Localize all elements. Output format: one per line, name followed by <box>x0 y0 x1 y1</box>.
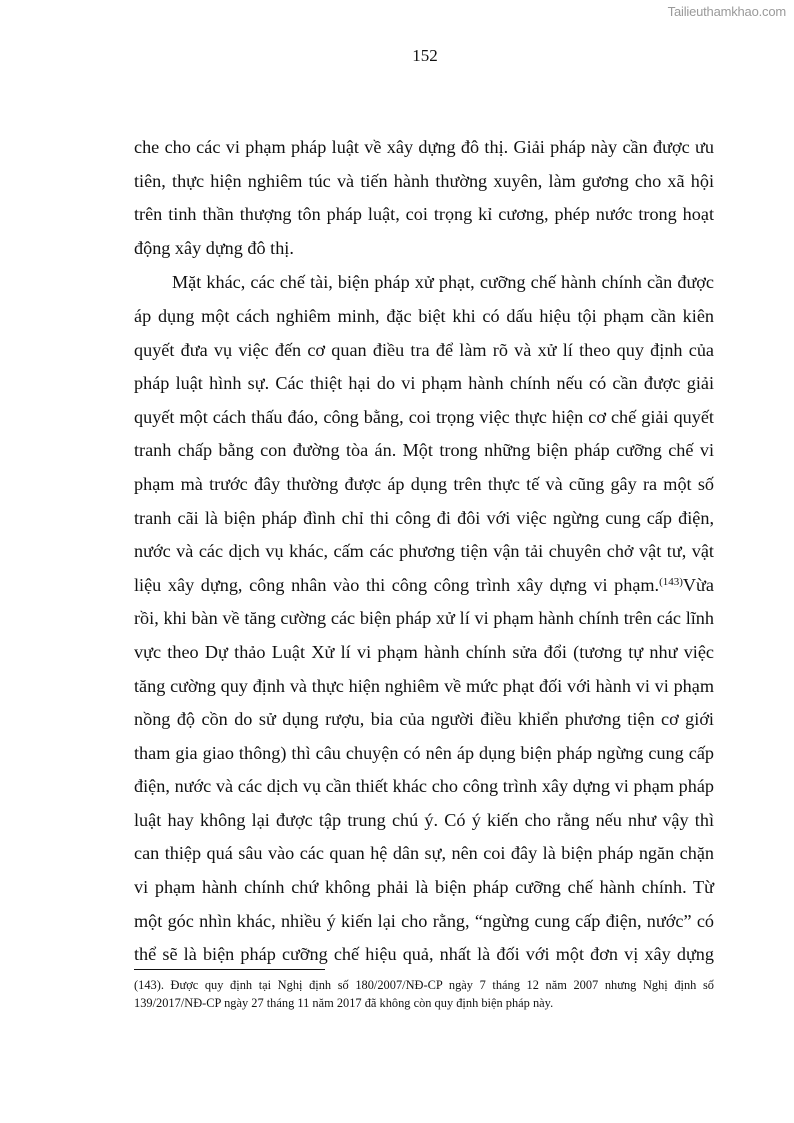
watermark: Tailieuthamkhao.com <box>667 4 786 19</box>
text-line: điện, nước và các dịch vụ cần thiết khác cho công trình xây dựng vi phạm pháp <box>134 776 714 797</box>
text-line: phạm mà trước đây thường được áp dụng trên thực tế và cũng gây ra một số <box>134 473 714 494</box>
footnote-line: 139/2017/NĐ-CP ngày 27 tháng 11 năm 2017 đã không còn quy định biện pháp này. <box>134 996 554 1010</box>
paragraph-1 <box>134 131 714 265</box>
text-line: thể sẽ là biện pháp cưỡng chế hiệu quả, nhất là đối với một đơn vị xây dựng <box>134 944 714 965</box>
text-segment: Vừa <box>682 574 714 595</box>
text-line: quyết một cách thấu đáo, công bằng, coi trọng việc thực hiện cơ chế giải quyết <box>134 406 714 427</box>
text-line: trên tinh thần thượng tôn pháp luật, coi trọng kỉ cương, phép nước trong hoạt <box>134 204 714 225</box>
text-line: động xây dựng đô thị. <box>134 237 294 258</box>
text-line: pháp luật hình sự. Các thiệt hại do vi phạm hành chính nếu có cần được giải <box>134 373 714 394</box>
text-line: áp dụng một cách nghiêm minh, đặc biệt khi có dấu hiệu tội phạm cần kiên <box>134 305 714 326</box>
text-line: vi phạm hành chính chứ không phải là biện pháp cưỡng chế hành chính. Từ <box>134 877 714 898</box>
text-segment: liệu xây dựng, công nhân vào thi công công trình xây dựng vi phạm. <box>134 574 660 595</box>
footnote <box>134 976 714 1012</box>
text-line: vực theo Dự thảo Luật Xử lí vi phạm hành chính sửa đổi (tương tự như việc <box>134 641 714 662</box>
text-line: can thiệp quá sâu vào các quan hệ dân sự, nên coi đây là biện pháp ngăn chặn <box>134 843 714 864</box>
paragraph-2 <box>134 266 714 971</box>
text-line <box>134 569 714 603</box>
text-line: nước và các dịch vụ khác, cấm các phương tiện vận tải chuyên chở vật tư, vật <box>134 541 714 562</box>
footnote-line: (143). Được quy định tại Nghị định số 180/2007/NĐ-CP ngày 7 tháng 12 năm 2007 nhưng Nghị định số <box>134 978 714 992</box>
text-line: rồi, khi bàn về tăng cường các biện pháp xử lí vi phạm hành chính trên các lĩnh <box>134 608 714 629</box>
document-body <box>134 131 714 972</box>
page-number: 152 <box>412 46 438 65</box>
footnote-separator <box>134 969 325 970</box>
footnote-reference[interactable]: (143) <box>659 575 683 588</box>
text-line: quyết đưa vụ việc đến cơ quan điều tra để làm rõ và xử lí theo quy định của <box>134 339 714 360</box>
text-line: tiên, thực hiện nghiêm túc và tiến hành thường xuyên, làm gương cho xã hội <box>134 170 714 191</box>
text-line: tranh cãi là biện pháp đình chỉ thi công đi đôi với việc ngừng cung cấp điện, <box>134 507 714 528</box>
text-line: một góc nhìn khác, nhiều ý kiến lại cho rằng, “ngừng cung cấp điện, nước” có <box>134 910 714 931</box>
text-line: nồng độ cồn do sử dụng rượu, bia của người điều khiển phương tiện cơ giới <box>134 709 714 730</box>
text-line: Mặt khác, các chế tài, biện pháp xử phạt, cưỡng chế hành chính cần được <box>172 272 714 293</box>
text-line: che cho các vi phạm pháp luật về xây dựng đô thị. Giải pháp này cần được ưu <box>134 137 714 157</box>
text-line: tranh chấp bằng con đường tòa án. Một trong những biện pháp cưỡng chế vi <box>134 440 714 461</box>
text-line: luật hay không lại được tập trung chú ý. Có ý kiến cho rằng nếu như vậy thì <box>134 809 714 830</box>
text-line: tham gia giao thông) thì câu chuyện có nên áp dụng biện pháp ngừng cung cấp <box>134 742 714 763</box>
text-line: tăng cường quy định và thực hiện nghiêm về mức phạt đối với hành vi vi phạm <box>134 675 714 696</box>
